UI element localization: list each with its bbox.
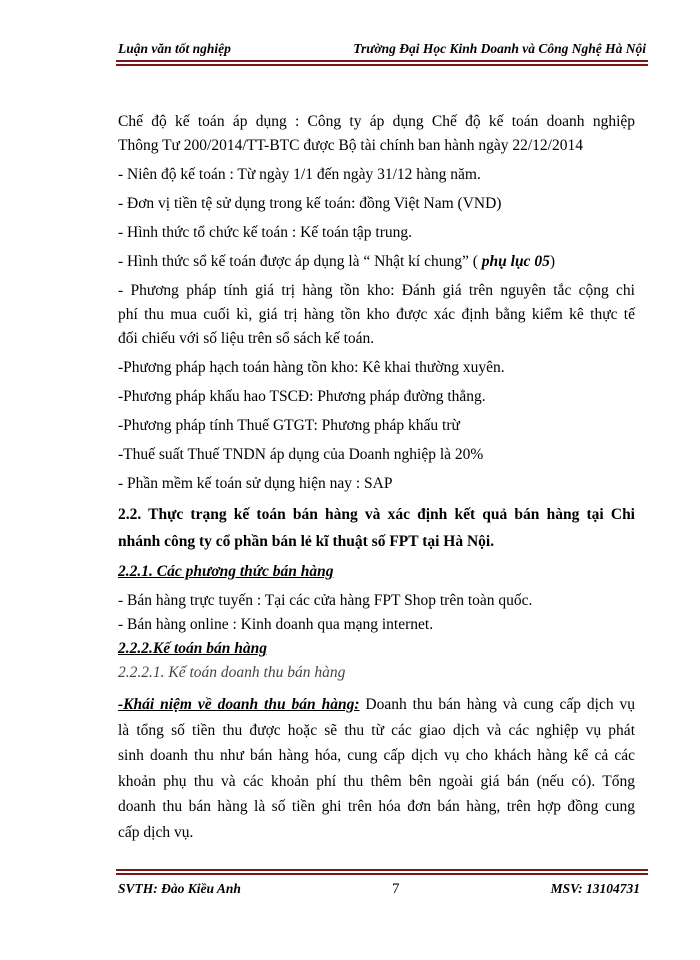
page-header	[118, 41, 646, 57]
cit-rate-item: -Thuế suất Thuế TNDN áp dụng của Doanh nghiệp là 20%	[118, 446, 484, 463]
revenue-definition-line6: cấp dịch vụ.	[118, 823, 194, 841]
header-rule-bottom	[116, 64, 648, 66]
header-university: Trường Đại Học Kinh Doanh và Công Nghệ Hà Nội	[353, 41, 646, 56]
bookkeeping-form-close: )	[549, 253, 555, 270]
section-2-2-heading-line2: nhánh công ty cổ phần bán lẻ kĩ thuật số FPT tại Hà Nội.	[118, 533, 495, 550]
section-2-2-heading-line1: 2.2. Thực trạng kế toán bán hàng và xác định kết quả bán hàng tại Chi	[118, 506, 635, 523]
inventory-valuation-line1: - Phương pháp tính giá trị hàng tồn kho: Đánh giá trên nguyên tắc cộng chi	[118, 282, 635, 299]
section-2-2-2-heading	[118, 637, 635, 661]
revenue-definition-label: -Khái niệm về doanh thu bán hàng:	[118, 696, 360, 713]
vat-method-item: -Phương pháp tính Thuế GTGT: Phương pháp khấu trừ	[118, 417, 460, 434]
footer-student-id: MSV: 13104731	[550, 881, 640, 896]
inventory-valuation-line2: phí thu mua cuối kì, giá trị hàng tồn kho được xác định bằng kiểm kê thực tế	[118, 306, 635, 323]
page-footer	[118, 881, 640, 898]
header-rule-top	[116, 60, 648, 62]
page-number: 7	[392, 881, 400, 897]
depreciation-item: -Phương pháp khấu hao TSCĐ: Phương pháp đường thẳng.	[118, 388, 486, 405]
organization-form-item: - Hình thức tổ chức kế toán : Kế toán tập trung.	[118, 224, 413, 241]
revenue-definition-line5: doanh thu bán hàng là số tiền ghi trên hóa đơn bán hàng, trên hợp đồng cung	[118, 798, 635, 815]
section-2-2-2-1-heading: 2.2.2.1. Kế toán doanh thu bán hàng	[118, 664, 346, 681]
section-2-2-2-title: 2.2.2.Kế toán bán hàng	[118, 640, 268, 657]
inventory-method-item: -Phương pháp hạch toán hàng tồn kho: Kê khai thường xuyên.	[118, 359, 505, 376]
revenue-definition-line2: là tổng số tiền thu được hoặc sẽ thu từ các giao dịch và các nghiệp vụ phát	[118, 721, 635, 739]
section-2-2-1-heading	[118, 560, 635, 584]
section-2-2-1-title: 2.2.1. Các phương thức bán hàng	[118, 563, 334, 580]
software-item: - Phần mềm kế toán sử dụng hiện nay : SAP	[118, 475, 393, 492]
sales-channel-instore: - Bán hàng trực tuyến : Tại các cửa hàng FPT Shop trên toàn quốc.	[118, 592, 533, 609]
currency-item: - Đơn vị tiền tệ sử dụng trong kế toán: đồng Việt Nam (VND)	[118, 195, 502, 212]
bookkeeping-form-item	[118, 250, 635, 274]
fiscal-year-item: - Niên độ kế toán : Từ ngày 1/1 đến ngày 31/12 hàng năm.	[118, 166, 481, 183]
revenue-definition-line3: sinh doanh thu như bán hàng hóa, cung cấp dịch vụ cho khách hàng kể cả các	[118, 747, 635, 764]
inventory-valuation-line3: đối chiếu với số liệu trên sổ sách kế toán.	[118, 330, 375, 347]
footer-rule-bottom	[116, 873, 648, 875]
paragraph-accounting-regime-line2: Thông Tư 200/2014/TT-BTC được Bộ tài chính ban hành ngày 22/12/2014	[118, 137, 583, 154]
footer-student-name: SVTH: Đào Kiều Anh	[118, 881, 241, 896]
header-thesis-title: Luận văn tốt nghiệp	[118, 41, 231, 56]
revenue-definition-line1	[118, 692, 635, 718]
footer-rule-top	[116, 869, 648, 871]
appendix-reference: phụ lục 05	[477, 253, 550, 270]
bookkeeping-form-text: - Hình thức sổ kế toán được áp dụng là “ Nhật kí chung” (	[118, 253, 478, 270]
revenue-definition-line4: khoản phụ thu và các khoản phí thu thêm bên ngoài giá bán (nếu có). Tổng	[118, 772, 635, 790]
body-content	[118, 110, 635, 845]
revenue-definition-text: Doanh thu bán hàng và cung cấp dịch vụ	[359, 696, 636, 713]
paragraph-accounting-regime-line1: Chế độ kế toán áp dụng : Công ty áp dụng Chế độ kế toán doanh nghiệp	[118, 113, 635, 130]
sales-channel-online: - Bán hàng online : Kinh doanh qua mạng internet.	[118, 616, 434, 633]
